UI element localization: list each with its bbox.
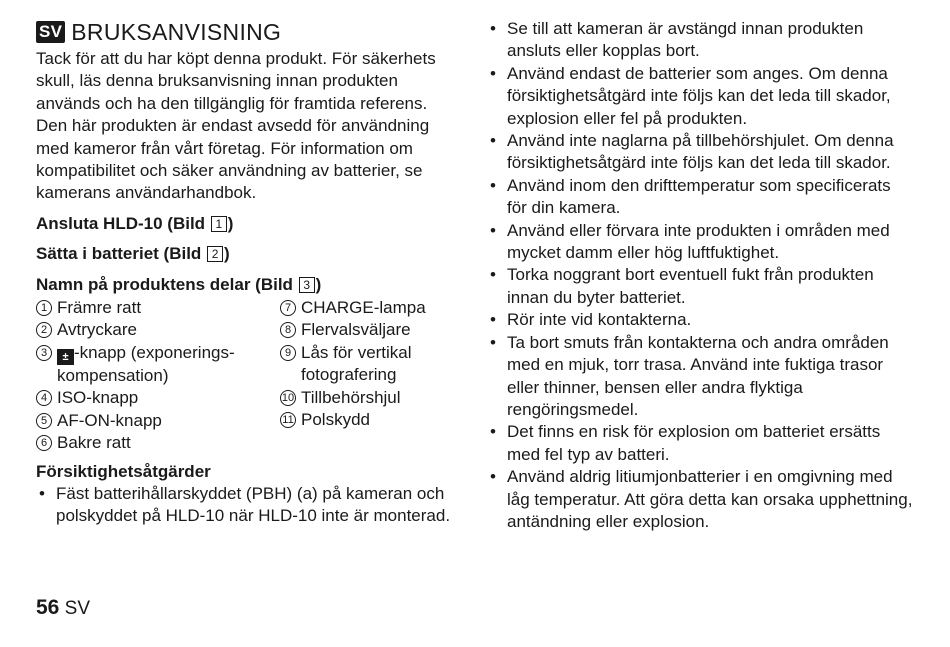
part-item <box>36 387 280 409</box>
list-item: • Använd eller förvara inte produkten i områden med mycket damm eller hög luftfuktighet. <box>487 220 915 265</box>
intro-paragraph: Tack för att du har köpt denna produkt. För säkerhets skull, läs denna bruksanvisning innan produkten används och ha den tillgänglig för framtida referens. Den här produkten är endast avsedd för användning med kameror från vårt företag. För information om kompatibilitet och säker användning av batterier, se kamerans användarhandbok. <box>36 49 436 203</box>
circled-number: 9 <box>280 345 296 361</box>
part-label <box>301 342 412 387</box>
list-item: • Använd endast de batterier som anges. Om denna försiktighetsåtgärd inte följs kan det leda till skador, explosion eller fel på produkten. <box>487 63 915 130</box>
figure-ref-1: 1 <box>211 216 227 232</box>
footer-language: SV <box>64 598 90 619</box>
list-item: • Torka noggrant bort eventuell fukt från produkten innan du byter batteriet. <box>487 264 915 309</box>
part-item <box>280 342 456 387</box>
circled-number: 4 <box>36 390 52 406</box>
figure-ref-3: 3 <box>299 277 315 293</box>
list-item: • Använd aldrig litiumjonbatterier i en omgivning med låg temperatur. Att göra detta kan orsaka upphettning, antändning eller explosion. <box>487 466 915 533</box>
part-label: AF-ON-knapp <box>57 410 162 430</box>
page-title <box>36 18 456 46</box>
part-label: Polskydd <box>301 410 370 430</box>
heading-attach-close: ) <box>227 213 234 233</box>
list-item: • Använd inom den drifttemperatur som specificerats för din kamera. <box>487 175 915 220</box>
circled-number: 10 <box>281 391 295 404</box>
parts-column-2 <box>280 297 456 454</box>
circled-number: 1 <box>36 300 52 316</box>
page-number: 56 <box>36 596 60 619</box>
list-item: • Det finns en risk för explosion om batteriet ersätts med fel typ av batteri. <box>487 421 915 466</box>
heading-attach <box>36 213 456 235</box>
circled-number: 11 <box>280 412 296 428</box>
part-label-text: -knapp (exponerings- <box>74 342 235 362</box>
heading-battery <box>36 243 456 265</box>
heading-parts-close: ) <box>315 274 322 294</box>
heading-parts <box>36 274 456 296</box>
part-item <box>280 297 456 319</box>
right-column <box>487 18 915 533</box>
part-item <box>36 410 280 432</box>
left-column <box>36 18 456 528</box>
heading-attach-text: Ansluta HLD-10 (Bild <box>36 213 210 233</box>
part-item <box>280 409 456 431</box>
part-item <box>36 342 280 387</box>
precautions-list-left <box>36 483 456 528</box>
part-label: Flervalsväljare <box>301 320 411 340</box>
part-label: ISO-knapp <box>57 388 139 408</box>
page-footer <box>36 596 90 621</box>
precautions-list-right <box>487 18 915 533</box>
list-item: • Fäst batterihållarskyddet (PBH) (a) på kameran och polskyddet på HLD-10 när HLD-10 inte är monterad. <box>36 483 456 528</box>
circled-number: 5 <box>36 413 52 429</box>
circled-number: 2 <box>36 322 52 338</box>
part-label-cont: fotografering <box>301 365 397 385</box>
part-label: Tillbehörshjul <box>301 387 401 407</box>
list-item: • Ta bort smuts från kontakterna och andra områden med en mjuk, torr trasa. Använd inte fuktiga trasor eller thinner, bensen eller andra flyktiga rengöringsmedel. <box>487 332 915 422</box>
circled-number: 8 <box>280 322 296 338</box>
part-label-cont: kompensation) <box>57 365 169 385</box>
heading-parts-text: Namn på produktens delar (Bild <box>36 274 298 294</box>
part-item <box>36 297 280 319</box>
list-item: • Rör inte vid kontakterna. <box>487 309 915 331</box>
list-item: • Använd inte naglarna på tillbehörshjulet. Om denna försiktighetsåtgärd inte följs kan det leda till skador. <box>487 130 915 175</box>
language-badge: SV <box>36 21 65 43</box>
list-item: • Se till att kameran är avstängd innan produkten ansluts eller kopplas bort. <box>487 18 915 63</box>
part-item <box>36 319 280 341</box>
part-label: Främre ratt <box>57 298 142 318</box>
part-item <box>280 387 456 409</box>
part-label: Avtryckare <box>57 320 137 340</box>
figure-ref-2: 2 <box>207 246 223 262</box>
parts-column-1 <box>36 297 280 454</box>
part-label <box>57 342 235 387</box>
parts-list <box>36 297 456 454</box>
circled-number: 6 <box>36 435 52 451</box>
title-text: BRUKSANVISNING <box>71 19 282 45</box>
part-label: CHARGE-lampa <box>301 298 426 318</box>
part-item <box>280 319 456 341</box>
part-label: Bakre ratt <box>57 433 131 453</box>
heading-battery-text: Sätta i batteriet (Bild <box>36 244 207 264</box>
part-label-text: Lås för vertikal <box>301 342 412 362</box>
circled-number: 7 <box>280 300 296 316</box>
exposure-compensation-icon: ± <box>57 349 74 365</box>
heading-battery-close: ) <box>224 244 230 264</box>
part-item <box>36 432 280 454</box>
circled-number: 3 <box>36 345 52 361</box>
precautions-heading: Försiktighetsåtgärder <box>36 461 211 481</box>
